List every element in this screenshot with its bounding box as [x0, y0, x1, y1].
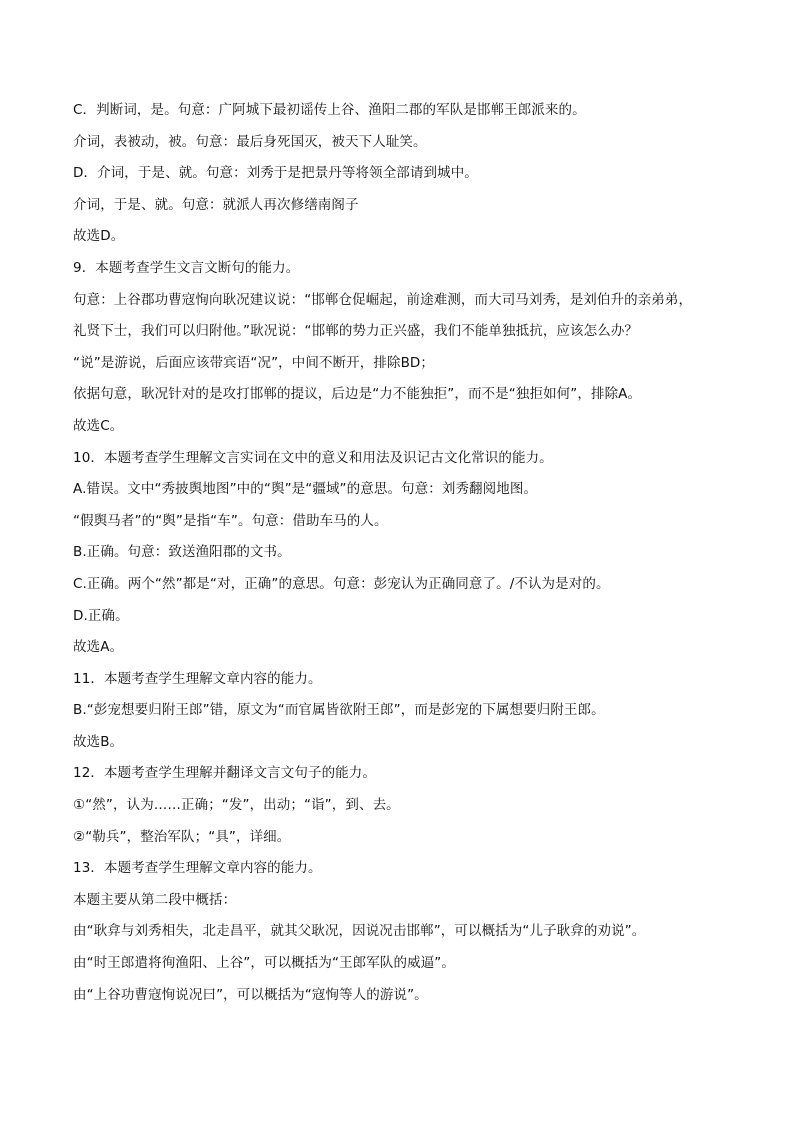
text-line: B.正确。句意：致送渔阳郡的文书。 [73, 544, 291, 561]
text-line: D.正确。 [73, 607, 129, 624]
text-line: 介词，表被动，被。句意：最后身死国灭，被天下人耻笑。 [73, 133, 427, 150]
text-line: D．介词，于是、就。句意：刘秀于是把景丹等将领全部请到城中。 [73, 165, 478, 182]
question-heading: 10．本题考查学生理解文言实词在文中的意义和用法及识记古文化常识的能力。 [73, 449, 553, 466]
question-heading: 9．本题考查学生文言文断句的能力。 [73, 259, 300, 276]
text-line: 由“时王郎遣将徇渔阳、上谷”，可以概括为“王郎军队的威逼”。 [73, 955, 455, 972]
text-line: 故选A。 [73, 639, 124, 656]
text-line: ②“勒兵”，整治军队；“具”，详细。 [73, 828, 291, 845]
text-line: 礼贤下士，我们可以归附他。”耿况说：“邯郸的势力正兴盛，我们不能单独抵抗，应该怎么办？ [73, 323, 639, 340]
question-heading: 13．本题考查学生理解文章内容的能力。 [73, 860, 322, 877]
text-line: 本题主要从第二段中概括： [73, 891, 237, 908]
text-line: C.正确。两个“然”都是“对，正确”的意思。句意：彭宠认为正确同意了。/不认为是对的。 [73, 575, 610, 592]
text-line: B.“彭宠想要归附王郎”错，原文为“而官属皆欲附王郎”，而是彭宠的下属想要归附王郎。 [73, 702, 605, 719]
answer-explanation-text [73, 100, 733, 1016]
text-line: 依据句意，耿况针对的是攻打邯郸的提议，后边是“力不能独拒”，而不是“独拒如何”，排除A。 [73, 386, 642, 403]
text-line: 句意：上谷郡功曹寇恂向耿况建议说：“邯郸仓促崛起，前途难测，而大司马刘秀，是刘伯升的亲弟弟， [73, 291, 693, 308]
text-line: 由“耿弇与刘秀相失，北走昌平，就其父耿况，因说况击邯郸”，可以概括为“儿子耿弇的劝说”。 [73, 923, 646, 940]
question-heading: 12．本题考查学生理解并翻译文言文句子的能力。 [73, 765, 376, 782]
text-line: 介词，于是、就。句意：就派人再次修缮南阁子 [73, 196, 359, 213]
question-heading: 11．本题考查学生理解文章内容的能力。 [73, 670, 322, 687]
text-line: C．判断词，是。句意：广阿城下最初谣传上谷、渔阳二郡的军队是邯郸王郎派来的。 [73, 102, 586, 118]
text-line: ①“然”，认为……正确；“发”，出动；“诣”，到、去。 [73, 797, 400, 814]
text-line: 故选D。 [73, 228, 125, 245]
text-line: “假舆马者”的“舆”是指“车”。句意：借助车马的人。 [73, 512, 388, 529]
text-line: 由“上谷功曹寇恂说况曰”，可以概括为“寇恂等人的游说”。 [73, 986, 428, 1003]
text-line: 故选C。 [73, 417, 124, 434]
text-line: A.错误。文中“秀披舆地图”中的“舆”是“疆域”的意思。句意：刘秀翻阅地图。 [73, 481, 538, 498]
text-line: “说”是游说，后面应该带宾语“况”，中间不断开，排除BD； [73, 354, 435, 371]
text-line: 故选B。 [73, 733, 124, 750]
